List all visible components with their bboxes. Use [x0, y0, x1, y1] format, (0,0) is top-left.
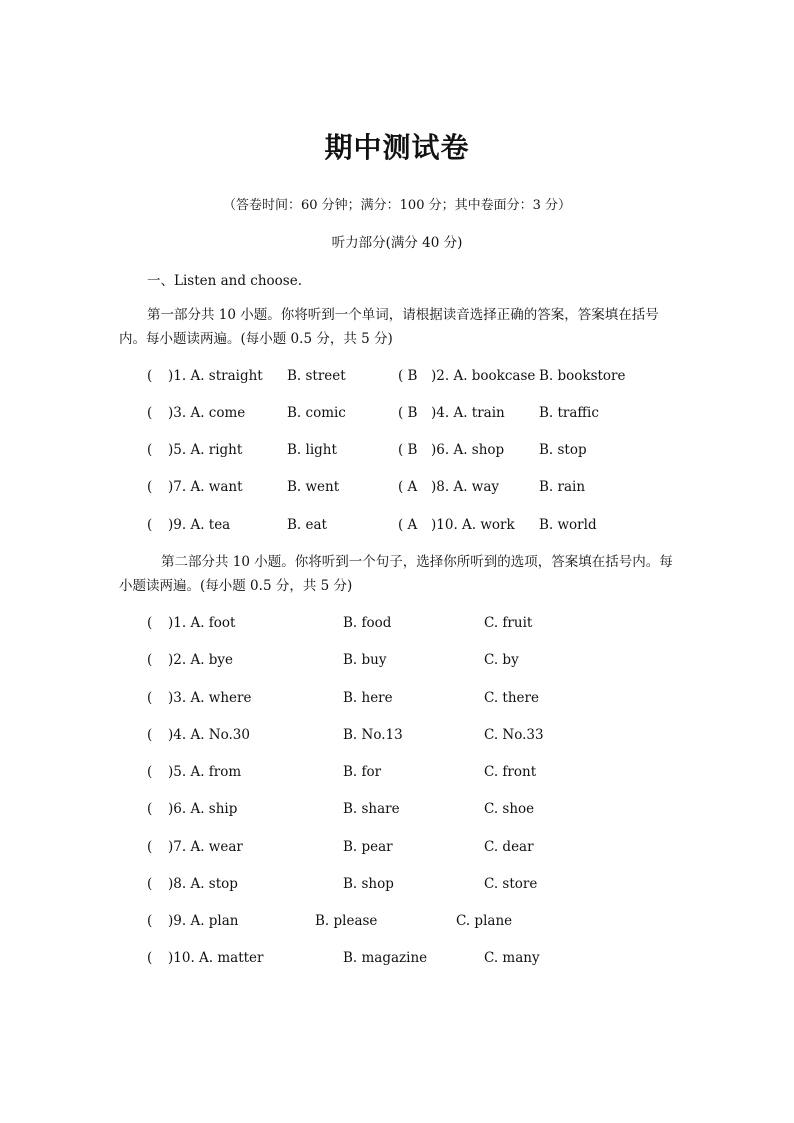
part2-row-3-option-a: )3. A. where	[168, 690, 252, 706]
part2-row-7-option-b: B. pear	[343, 839, 393, 855]
part2-row-7-option-c: C. dear	[484, 839, 534, 855]
part2-row-9-answer-paren: (	[147, 913, 153, 929]
part2-row-4-answer-paren: (	[147, 727, 153, 743]
exam-info: （答卷时间：60 分钟；满分：100 分；其中卷面分：3 分）	[222, 198, 572, 213]
page-title: 期中测试卷	[324, 131, 470, 164]
part1-row-2-answer-paren: ( B	[398, 405, 418, 421]
part1-row-1-option-a: )1. A. straight	[168, 368, 263, 384]
part2-row-2-option-b: B. buy	[343, 652, 387, 668]
part1-row-4-option-a: )8. A. way	[431, 479, 500, 495]
part1-row-5-option-a: )9. A. tea	[168, 517, 231, 533]
part1-row-3-option-b: B. light	[287, 442, 337, 458]
part2-row-10-answer-paren: (	[147, 950, 153, 966]
part1-row-3-answer-paren: ( B	[398, 442, 418, 458]
part1-row-3-option-a: )6. A. shop	[431, 442, 505, 458]
part2-row-9-option-c: C. plane	[456, 913, 513, 929]
part1-row-5-answer-paren: (	[147, 517, 153, 533]
part1-row-4-option-a: )7. A. want	[168, 479, 243, 495]
part1-row-2-option-a: )4. A. train	[431, 405, 505, 421]
section1-heading: 一、Listen and choose.	[147, 273, 303, 289]
part2-row-3-option-c: C. there	[484, 690, 539, 706]
part1-row-4-option-b: B. rain	[539, 479, 586, 495]
part1-row-1-option-b: B. bookstore	[539, 368, 626, 384]
part1-row-5-option-b: B. world	[539, 517, 597, 533]
part1-row-2-option-b: B. traffic	[539, 405, 599, 421]
part2-row-7-answer-paren: (	[147, 839, 153, 855]
part1-row-2-answer-paren: (	[147, 405, 153, 421]
part2-row-10-option-b: B. magazine	[343, 950, 428, 966]
part2-row-5-option-c: C. front	[484, 764, 537, 780]
part1-row-1-answer-paren: (	[147, 368, 153, 384]
part1-row-2-option-b: B. comic	[287, 405, 346, 421]
part2-row-2-answer-paren: (	[147, 652, 153, 668]
part2-row-4-option-c: C. No.33	[484, 727, 544, 743]
part1-row-1-option-b: B. street	[287, 368, 346, 384]
part2-row-1-option-a: )1. A. foot	[168, 615, 236, 631]
part1-instruction: 第一部分共 10 小题。你将听到一个单词，请根据读音选择正确的答案，答案填在括号内。每小题读两遍。(每小题 0.5 分，共 5 分)	[119, 307, 659, 347]
part1-row-4-answer-paren: (	[147, 479, 153, 495]
part2-row-6-option-c: C. shoe	[484, 801, 535, 817]
part2-row-1-option-b: B. food	[343, 615, 392, 631]
part2-row-8-answer-paren: (	[147, 876, 153, 892]
part2-row-6-answer-paren: (	[147, 801, 153, 817]
part1-row-4-option-b: B. went	[287, 479, 340, 495]
part2-row-10-option-a: )10. A. matter	[168, 950, 264, 966]
part2-row-8-option-c: C. store	[484, 876, 538, 892]
part2-row-4-option-a: )4. A. No.30	[168, 727, 250, 743]
part2-row-2-option-c: C. by	[484, 652, 519, 668]
part1-row-3-option-b: B. stop	[539, 442, 587, 458]
part2-row-9-option-a: )9. A. plan	[168, 913, 239, 929]
part1-row-1-answer-paren: ( B	[398, 368, 418, 384]
part2-row-9-option-b: B. please	[315, 913, 378, 929]
part2-row-4-option-b: B. No.13	[343, 727, 403, 743]
part1-row-5-answer-paren: ( A	[398, 517, 418, 533]
part2-row-8-option-b: B. shop	[343, 876, 394, 892]
part2-row-3-option-b: B. here	[343, 690, 393, 706]
part2-row-5-answer-paren: (	[147, 764, 153, 780]
part2-row-5-option-a: )5. A. from	[168, 764, 242, 780]
part2-row-10-option-c: C. many	[484, 950, 540, 966]
part2-row-1-option-c: C. fruit	[484, 615, 533, 631]
part2-row-7-option-a: )7. A. wear	[168, 839, 243, 855]
part2-instruction: 第二部分共 10 小题。你将听到一个句子，选择你所听到的选项，答案填在括号内。每小题读两遍。(每小题 0.5 分，共 5 分)	[119, 554, 673, 594]
listening-heading: 听力部分(满分 40 分)	[331, 235, 463, 251]
part1-row-3-answer-paren: (	[147, 442, 153, 458]
part1-row-3-option-a: )5. A. right	[168, 442, 243, 458]
part2-row-3-answer-paren: (	[147, 690, 153, 706]
part1-row-2-option-a: )3. A. come	[168, 405, 246, 421]
part1-row-5-option-b: B. eat	[287, 517, 327, 533]
part2-row-2-option-a: )2. A. bye	[168, 652, 234, 668]
part2-row-8-option-a: )8. A. stop	[168, 876, 238, 892]
part1-row-5-option-a: )10. A. work	[431, 517, 515, 533]
part2-row-6-option-a: )6. A. ship	[168, 801, 238, 817]
part2-row-1-answer-paren: (	[147, 615, 153, 631]
part2-row-6-option-b: B. share	[343, 801, 400, 817]
part2-row-5-option-b: B. for	[343, 764, 382, 780]
part1-row-1-option-a: )2. A. bookcase	[431, 368, 536, 384]
part1-row-4-answer-paren: ( A	[398, 479, 418, 495]
